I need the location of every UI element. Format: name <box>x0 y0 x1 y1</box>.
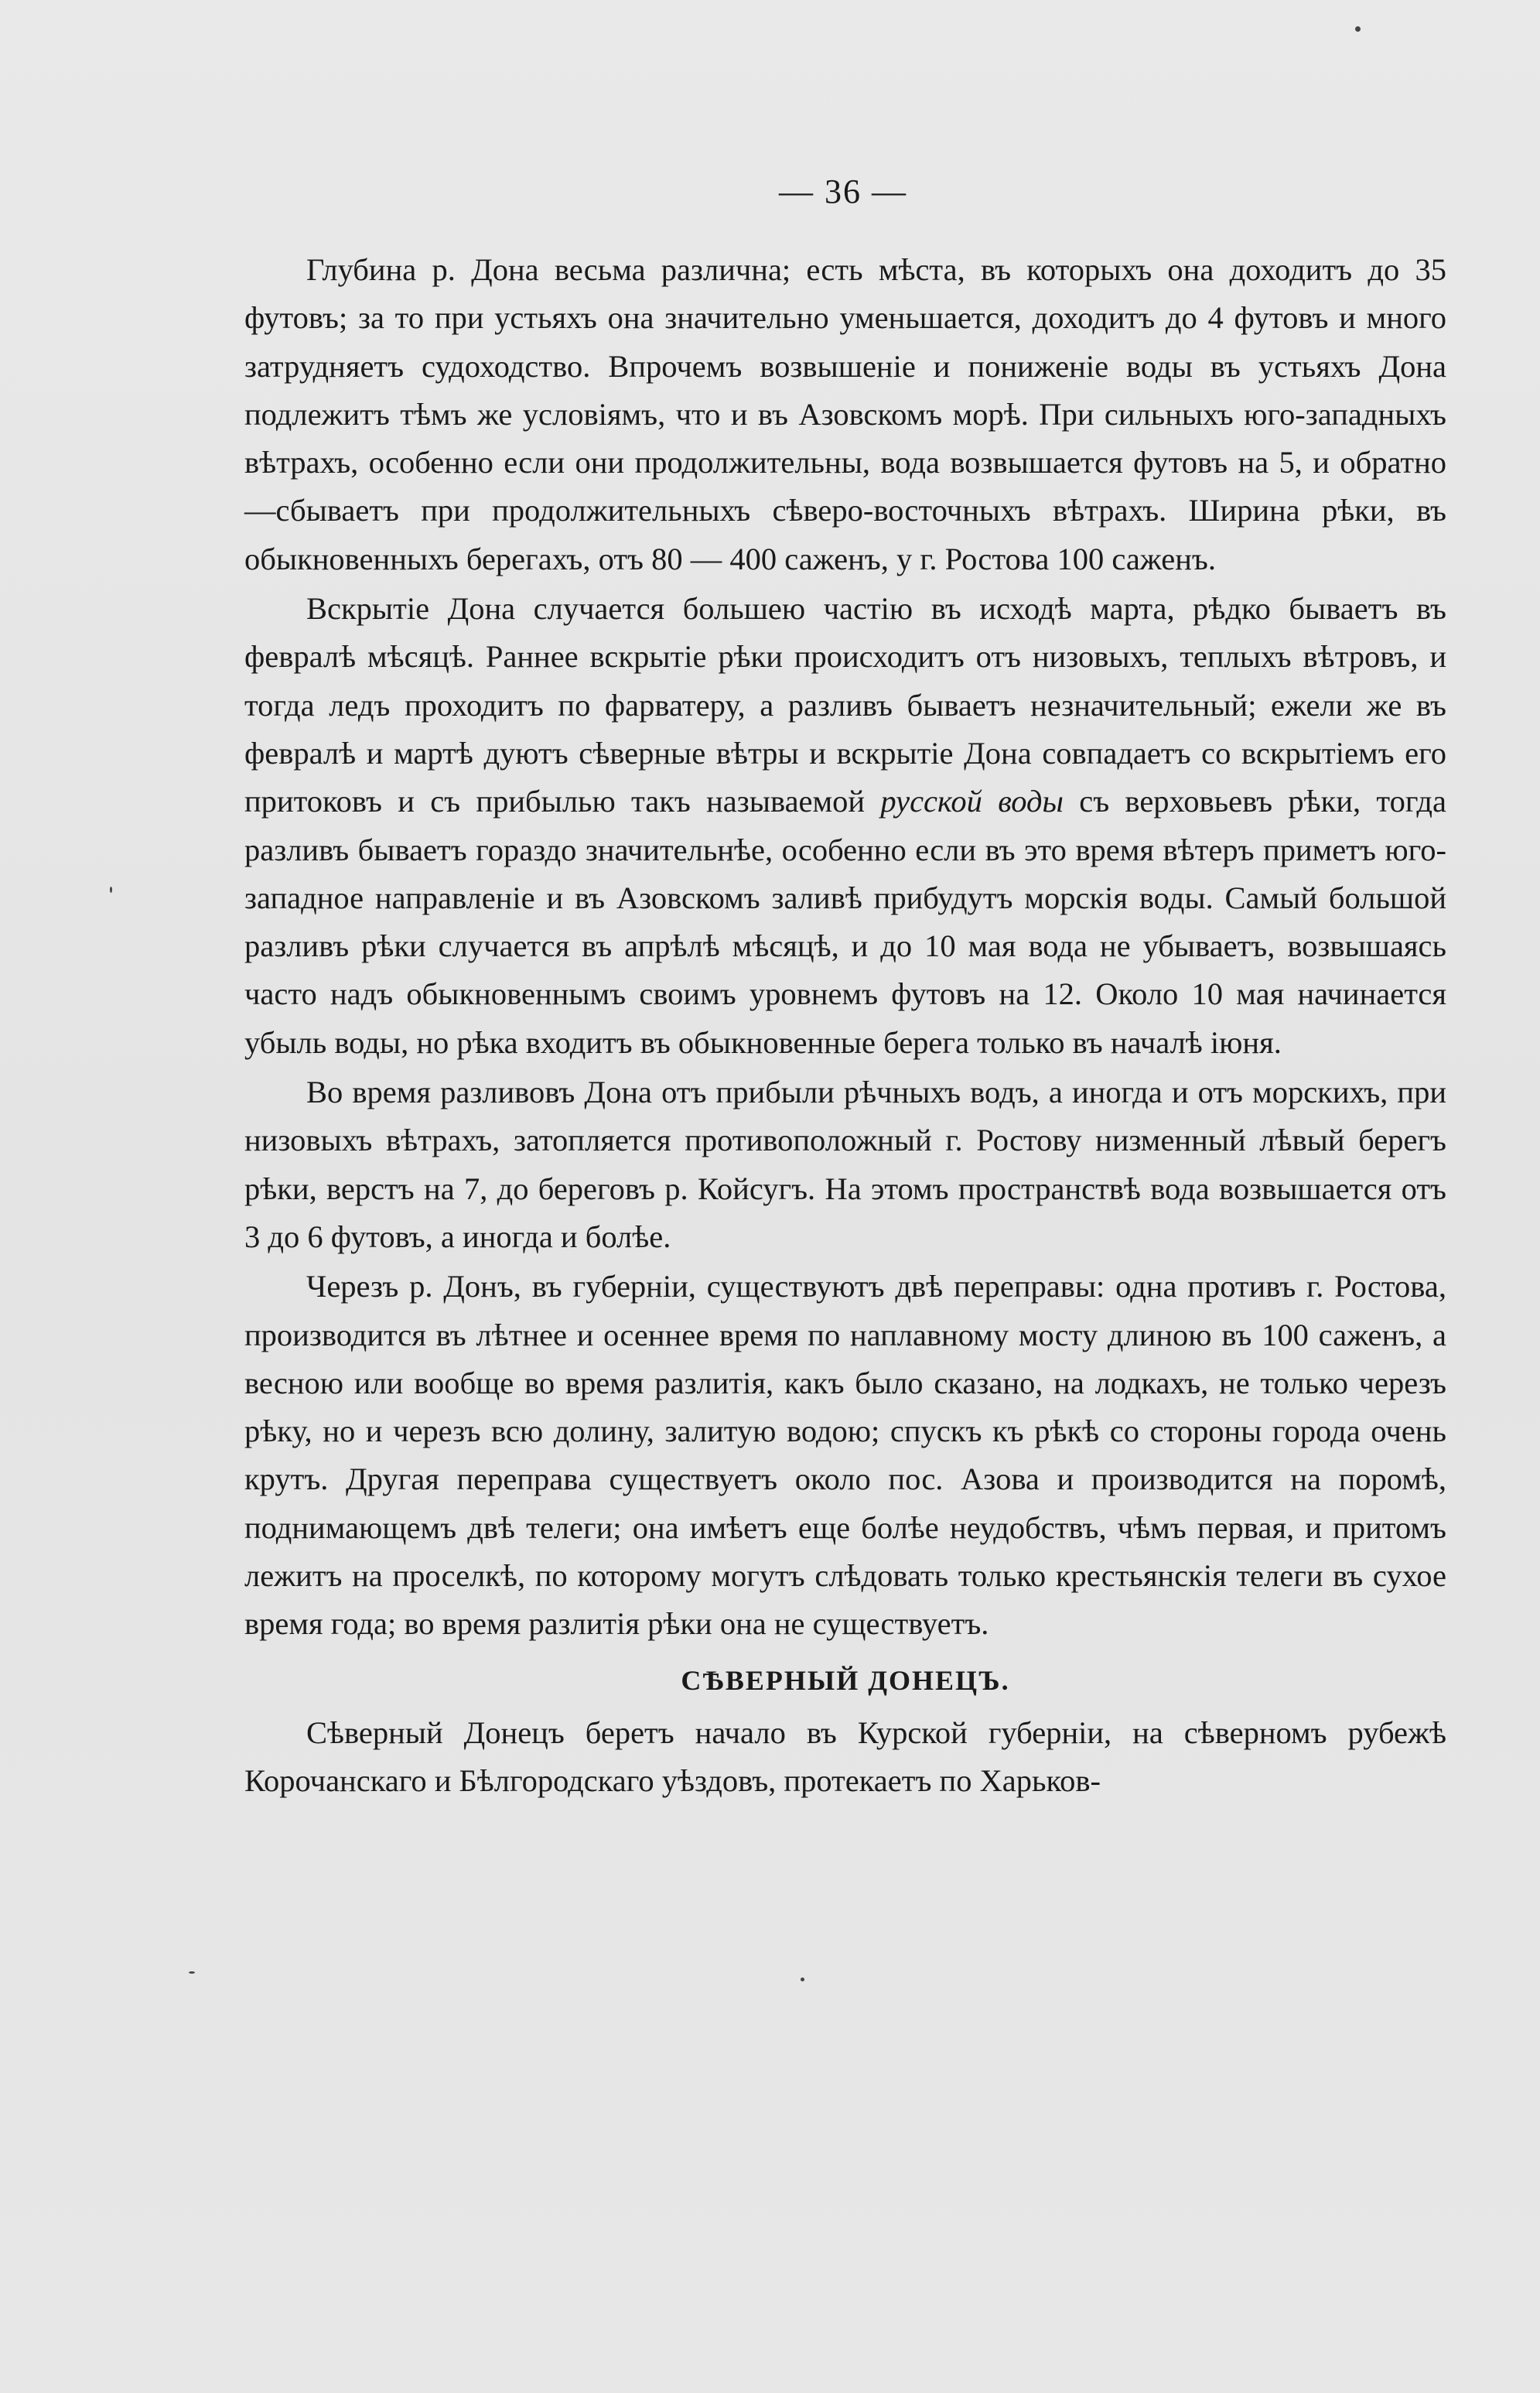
scan-speck <box>110 887 112 893</box>
paragraph-northern-donets <box>244 1709 1446 1806</box>
paragraph-text: Вскрытіе Дона случается большею частію въ исходѣ марта, рѣдко бываетъ въ февралѣ мѣсяцѣ. Раннее вскрытіе рѣки происходитъ отъ низовыхъ, теплыхъ вѣтровъ, и тогда ледъ проходитъ по фарватеру, а разливъ бываетъ незначительный; ежели же въ февралѣ и мартѣ дуютъ сѣверные вѣтры и вскрытіе Дона совпадаетъ со вскрытіемъ его притоковъ и съ прибылью такъ называемой <box>244 591 1446 819</box>
body-text <box>244 246 1446 1807</box>
paragraph-depth <box>244 246 1446 583</box>
paragraph-crossings <box>244 1263 1446 1648</box>
paragraph-flooding <box>244 1068 1446 1261</box>
paragraph-text: Сѣверный Донецъ беретъ начало въ Курской губерніи, на сѣверномъ рубежѣ Корочанскаго и Бѣлгородскаго уѣздовъ, протекаетъ по Харьков- <box>244 1714 1446 1799</box>
paragraph-text: Глубина р. Дона весьма различна; есть мѣста, въ которыхъ она доходитъ до 35 футовъ; за то при устьяхъ она значительно уменьшается, доходитъ до 4 футовъ и много затрудняетъ судоходство. Впрочемъ возвышеніе и пониженіе воды въ устьяхъ Дона подлежитъ тѣмъ же условіямъ, что и въ Азовскомъ морѣ. При сильныхъ юго-западныхъ вѣтрахъ, особенно если они продолжительны, вода возвышается футовъ на 5, и обратно—сбываетъ при продолжительныхъ сѣверо-восточныхъ вѣтрахъ. Ширина рѣки, въ обыкновенныхъ берегахъ, отъ 80 — 400 саженъ, у г. Ростова 100 саженъ. <box>244 252 1446 576</box>
paragraph-ice-breakup <box>244 585 1446 1067</box>
scan-speck <box>801 1978 804 1981</box>
scan-speck <box>1355 26 1361 32</box>
section-heading: СѢВЕРНЫЙ ДОНЕЦЪ. <box>681 1664 1010 1696</box>
paragraph-text: Во время разливовъ Дона отъ прибыли рѣчныхъ водъ, а иногда и отъ морскихъ, при низовыхъ вѣтрахъ, затопляется противоположный г. Ростову низменный лѣвый берегъ рѣки, верстъ на 7, до береговъ р. Койсугъ. На этомъ пространствѣ вода возвышается отъ 3 до 6 футовъ, а иногда и болѣе. <box>244 1075 1446 1254</box>
paragraph-text: съ верховьевъ рѣки, тогда разливъ бываетъ гораздо значительнѣе, особенно если въ это время вѣтеръ приметъ юго-западное направленіе и въ Азовскомъ заливѣ прибудутъ морскія воды. Самый большой разливъ рѣки случается въ апрѣлѣ мѣсяцѣ, и до 10 мая вода не убываетъ, возвышаясь часто надъ обыкновеннымъ своимъ уровнемъ футовъ на 12. Около 10 мая начинается убыль воды, но рѣка входитъ въ обыкновенные берега только въ началѣ іюня. <box>244 784 1447 1060</box>
scan-speck <box>189 1971 195 1974</box>
paragraph-text: Черезъ р. Донъ, въ губерніи, существуютъ двѣ переправы: одна противъ г. Ростова, производится въ лѣтнее и осеннее время по наплавному мосту длиною въ 100 саженъ, а весною или вообще во время разлитія, какъ было сказано, на лодкахъ, не только черезъ рѣку, но и черезъ всю долину, залитую водою; спускъ къ рѣкѣ со стороны города очень крутъ. Другая переправа существуетъ около пос. Азова и производится на поромѣ, поднимающемъ двѣ телеги; она имѣетъ еще болѣе неудобствъ, чѣмъ первая, и притомъ лежитъ на проселкѣ, по которому могутъ слѣдовать только крестьянскія телеги въ сухое время года; во время разлитія рѣки она не существуетъ. <box>244 1269 1446 1642</box>
italic-term: русской воды <box>880 784 1064 819</box>
page-number: — 36 — <box>779 173 907 210</box>
